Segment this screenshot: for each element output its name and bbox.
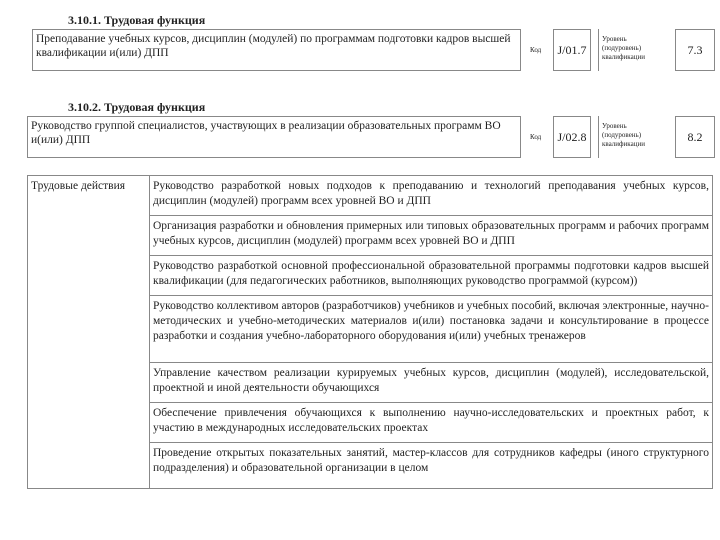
function-2-title: 3.10.2. Трудовая функция: [68, 100, 206, 114]
function-1-level: 7.3: [675, 29, 715, 71]
action-item: Руководство разработкой основной профессиональной образовательной программы подготовки кадров высшей квалификации (для педагогических работников, выполняющих руководство программой (курсом)): [150, 256, 713, 296]
function-2-level: 8.2: [675, 116, 715, 158]
function-2-code-label: Код: [530, 133, 542, 141]
function-1-level-label: Уровень (подуровень) квалификации: [598, 29, 668, 71]
function-1-code: J/01.7: [553, 29, 591, 71]
action-item: Управление качеством реализации курируемых учебных курсов, дисциплин (модулей), исследовательской, проектной и иной деятельности обучающихся: [150, 363, 713, 403]
function-1-title: 3.10.1. Трудовая функция: [68, 13, 206, 27]
function-2-level-label: Уровень (подуровень) квалификации: [598, 116, 668, 158]
action-item: Обеспечение привлечения обучающихся к выполнению научно-исследовательских и проектных работ, к участию в международных исследовательских проектах: [150, 403, 713, 443]
function-1-code-label: Код: [530, 46, 542, 54]
action-item: Организация разработки и обновления примерных или типовых образовательных программ и рабочих программ учебных курсов, дисциплин (модулей) программ всех уровней ВО и ДПП: [150, 216, 713, 256]
actions-label: Трудовые действия: [28, 176, 150, 489]
action-item: Проведение открытых показательных занятий, мастер-классов для сотрудников кафедры (иного структурного подразделения) и образовательной организации в целом: [150, 443, 713, 489]
function-2-code: J/02.8: [553, 116, 591, 158]
table-row: [28, 176, 713, 216]
function-1-name: Преподавание учебных курсов, дисциплин (модулей) по программам подготовки кадров высшей квалификации и(или) ДПП: [32, 29, 521, 71]
labor-actions-table: [27, 175, 713, 489]
action-item: Руководство коллективом авторов (разработчиков) учебников и учебных пособий, включая электронные, научно-методических и учебно-методических материалов и(или) постановка задачи и консультирование в процессе разработки и создания учебно-лабораторного оборудования и(или) учебных тренажеров: [150, 296, 713, 363]
function-2-name: Руководство группой специалистов, участвующих в реализации образовательных программ ВО и(или) ДПП: [27, 116, 521, 158]
action-item: Руководство разработкой новых подходов к преподаванию и технологий преподавания учебных курсов, дисциплин (модулей) программ всех уровней ВО и ДПП: [150, 176, 713, 216]
